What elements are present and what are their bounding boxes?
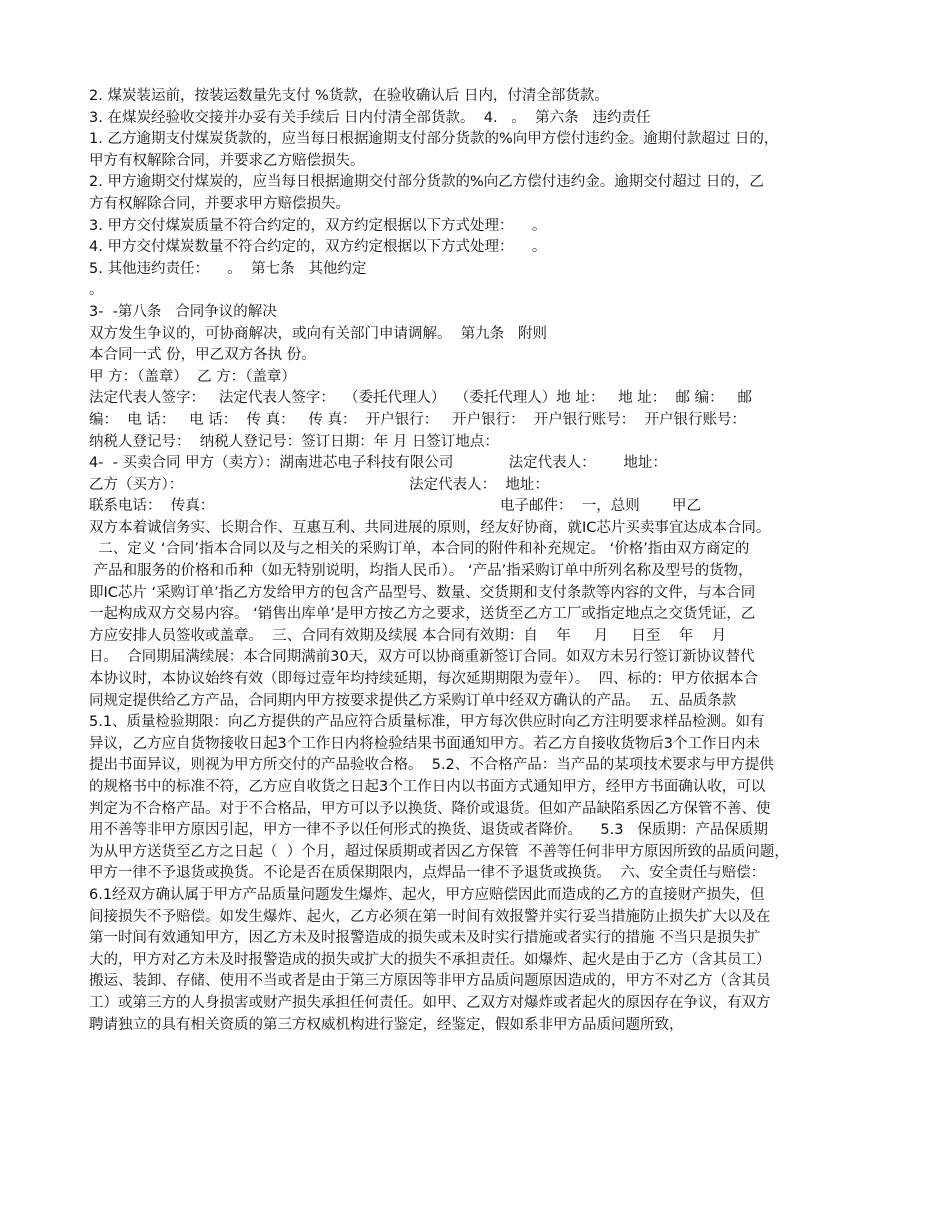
text-line: 4- - 买卖合同 甲方（卖方）：湖南进芯电子科技有限公司 法定代表人： 地址： [89,455,667,472]
text-line: 方有权解除合同，并要求甲方赔偿损失。 [89,195,350,212]
text-line: 3. 甲方交付煤炭质量不符合约定的，双方约定根据以下方式处理： 。 [89,217,547,234]
text-line: 即IC芯片 ‘采购订单’指乙方发给甲方的包含产品型号、数量、交货期和支付条款等内容的文件，与本合同 [89,584,756,601]
text-line: 日。 合同期届满续展：本合同期满前30天，双方可以协商重新签订合同。如双方未另行签订新协议替代 [89,649,755,666]
text-line: 本合同一式 份，甲乙双方各执 份。 [89,347,316,364]
text-line: 2. 甲方逾期交付煤炭的，应当每日根据逾期交付部分货款的%向乙方偿付违约金。逾期交付超过 日的，乙 [89,174,764,191]
text-line: 搬运、装卸、存储、使用不当或者是由于第三方原因等非甲方品质问题原因造成的，甲方不对乙方（含其员 [89,973,771,990]
text-line: 编： 电 话： 电 话： 传 真： 传 真： 开户银行： 开户银行： 开户银行账号： 开户银行账号： [89,411,747,428]
text-line: 4. 甲方交付煤炭数量不符合约定的，双方约定根据以下方式处理： 。 [89,239,547,256]
text-line: 一起构成双方交易内容。 ‘销售出库单’是甲方按乙方之要求，送货至乙方工厂或指定地点之交货凭证，乙 [89,606,756,623]
text-line: 甲方一律不予退货或换货。不论是否在质保期限内，点焊品一律不予退货或换货。 六、安全责任与赔偿： [89,865,766,882]
text-line: 5. 其他违约责任： 。 第七条 其他约定 [89,260,367,277]
text-line: 异议，乙方应自货物接收日起3个工作日内将检验结果书面通知甲方。若乙方自接收货物后3个工作日内未 [89,735,760,752]
text-line: 3- -第八条 合同争议的解决 [89,303,277,320]
text-line: 1. 乙方逾期支付煤炭货款的，应当每日根据逾期支付部分货款的%向甲方偿付违约金。逾期付款超过 日的， [89,131,779,148]
text-line: 二、定义 ‘合同’指本合同以及与之相关的采购订单，本合同的附件和补充规定。 ‘价格’指由双方商定的 [89,541,750,558]
text-line: 大的，甲方对乙方未及时报警造成的损失或扩大的损失不承担责任。如爆炸、起火是由于乙方（含其员工） [89,951,771,968]
text-line: 方应安排人员签收或盖章。 三、合同有效期及续展 本合同有效期：自 年 月 日至 年 月 [89,627,727,644]
text-line: 双方发生争议的，可协商解决，或向有关部门申请调解。 第九条 附则 [89,325,548,342]
text-line: 纳税人登记号： 纳税人登记号：签订日期：年 月 日签订地点： [89,433,499,450]
text-line: 联系电话： 传真： 电子邮件： 一，总则 甲乙 [89,498,701,515]
text-line: 5.1、质量检验期限：向乙方提供的产品应符合质量标准，甲方每次供应时向乙方注明要求样品检测。如有 [89,714,765,731]
document-page [89,86,869,1036]
text-line: 6.1经双方确认属于甲方产品质量问题发生爆炸、起火，甲方应赔偿因此而造成的乙方的直接财产损失，但 [89,886,765,903]
text-line: 聘请独立的具有相关资质的第三方权威机构进行鉴定，经鉴定，假如系非甲方品质问题所致， [89,1016,684,1033]
text-line: 双方本着诚信务实、长期合作、互惠互利、共同进展的原则，经友好协商，就IC芯片买卖事宜达成本合同。 [89,519,771,536]
text-line: 为从甲方送货至乙方之日起（ ）个月，超过保质期或者因乙方保管 不善等任何非甲方原因所致的品质问题， [89,843,789,860]
text-line: 用不善等非甲方原因引起，甲方一律不予以任何形式的换货、退货或者降价。 5.3 保质期：产品保质期 [89,822,768,839]
text-line: 2. 煤炭装运前，按装运数量先支付 %货款，在验收确认后 日内，付清全部货款。 [89,88,609,104]
text-line: 判定为不合格产品。对于不合格品，甲方可以予以换货、降价或退货。但如产品缺陷系因乙方保管不善、使 [89,800,771,817]
text-line: 3. 在煤炭经验收交接并办妥有关手续后 日内付清全部货款。 4. 。 第六条 违约责任 [89,109,651,126]
text-line: 同规定提供给乙方产品，合同期内甲方按要求提供乙方采购订单中经双方确认的产品。 五、品质条款 [89,692,737,709]
text-line: 间接损失不予赔偿。如发生爆炸、起火，乙方必须在第一时间有效报警并实行妥当措施防止损失扩大以及在 [89,908,771,925]
text-line: 甲 方：（盖章） 乙 方：（盖章） [89,368,296,385]
text-line: 产品和服务的价格和币种（如无特别说明，均指人民币）。 ‘产品’指采购订单中所列名称及型号的货物， [89,563,753,580]
text-line: 本协议时，本协议始终有效（即每过壹年均持续延期，每次延期期限为壹年）。 四、标的：甲方依据本合 [89,671,758,688]
text-line: 乙方（买方）： 法定代表人： 地址： [89,476,549,493]
text-line: 。 [89,282,104,299]
text-line: 第一时间有效通知甲方，因乙方未及时报警造成的损失或未及时实行措施或者实行的措施 不当只是损失扩 [89,930,761,947]
text-line: 的规格书中的标准不符，乙方应自收货之日起3个工作日内以书面方式通知甲方，经甲方书面确认收，可以 [89,779,766,795]
text-line: 提出书面异议，则视为甲方所交付的产品验收合格。 5.2、不合格产品：当产品的某项技术要求与甲方提供 [89,757,774,774]
text-line: 甲方有权解除合同，并要求乙方赔偿损失。 [89,152,365,169]
text-line: 工）或第三方的人身损害或财产损失承担任何责任。如甲、乙双方对爆炸或者起火的原因存在争议，有双方 [89,994,771,1011]
text-line: 法定代表人签字： 法定代表人签字： （委托代理人） （委托代理人）地 址： 地 址： 邮 编： 邮 [89,390,752,407]
